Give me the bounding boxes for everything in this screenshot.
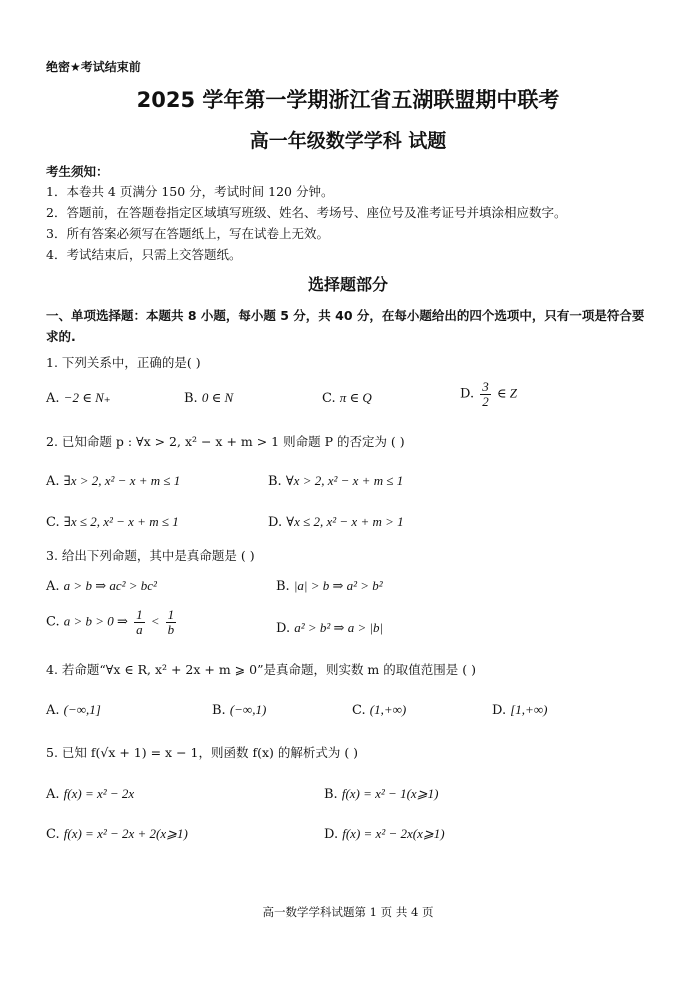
- option-text: a > b ⇒ ac² > bc²: [63, 578, 157, 593]
- fraction: [134, 608, 145, 636]
- q5-option-b: [324, 786, 438, 802]
- q2-option-b: [268, 473, 403, 489]
- option-text: a² > b² ⇒ a > |b|: [294, 620, 384, 635]
- option-text: ∈ Z: [496, 385, 517, 401]
- notice-item: 3．所有答案必须写在答题纸上，写在试卷上无效。: [46, 226, 329, 241]
- option-text: ∃x ≤ 2, x² − x + m ≤ 1: [63, 514, 179, 529]
- q1-option-b: [184, 390, 233, 406]
- denominator: b: [167, 621, 175, 637]
- denominator: a: [136, 621, 143, 637]
- option-text: (−∞,1]: [63, 702, 101, 717]
- option-text: <: [150, 613, 160, 629]
- option-text: [1,+∞): [510, 702, 548, 717]
- option-label: A.: [46, 474, 60, 489]
- option-label: B.: [324, 787, 338, 802]
- numerator: 3: [482, 379, 489, 394]
- option-text: (1,+∞): [369, 702, 407, 717]
- option-label: A.: [46, 787, 60, 802]
- notice-item: 1．本卷共 4 页满分 150 分，考试时间 120 分钟。: [46, 184, 334, 199]
- option-text: f(x) = x² − 2x(x⩾1): [342, 826, 445, 841]
- confidential-label: 绝密★考试结束前: [46, 60, 141, 74]
- option-label: A.: [46, 579, 60, 594]
- option-label: D.: [268, 515, 283, 530]
- q3-option-b: [276, 578, 383, 594]
- q3-option-c: [46, 608, 178, 636]
- section-title: 选择题部分: [307, 275, 388, 294]
- question-3-stem: 3. 给出下列命题，其中是真命题是 ( ): [46, 548, 255, 563]
- option-text: 0 ∈ N: [201, 390, 234, 405]
- question-4-stem: 4. 若命题“∀x ∈ R, x² + 2x + m ⩾ 0”是真命题，则实数 m 的取值范围是 ( ): [46, 662, 476, 677]
- q3-option-a: [46, 578, 157, 594]
- notice-item: 2．答题前，在答题卷指定区域填写班级、姓名、考场号、座位号及准考证号并填涂相应数字。: [46, 205, 567, 220]
- option-label: C.: [46, 614, 60, 630]
- option-text: a > b > 0 ⇒: [63, 613, 128, 629]
- denominator: 2: [482, 393, 489, 409]
- option-label: A.: [46, 703, 60, 718]
- option-label: C.: [322, 391, 336, 406]
- page-footer: 高一数学学科试题第 1 页 共 4 页: [262, 905, 434, 919]
- numerator: 1: [136, 607, 143, 622]
- option-label: B.: [268, 474, 282, 489]
- exam-subtitle: 高一年级数学学科 试题: [249, 130, 447, 152]
- option-label: D.: [276, 621, 291, 636]
- q5-option-a: [46, 786, 134, 802]
- fraction: [480, 380, 491, 408]
- q5-option-c: [46, 826, 188, 842]
- question-2-stem: 2. 已知命题 p : ∀x > 2, x² − x + m > 1 则命题 P 的否定为 ( ): [46, 434, 405, 449]
- q3-option-d: [276, 620, 383, 636]
- option-text: π ∈ Q: [339, 390, 372, 405]
- option-text: f(x) = x² − 2x: [63, 786, 135, 801]
- option-text: f(x) = x² − 1(x⩾1): [341, 786, 439, 801]
- q4-option-d: [492, 702, 547, 718]
- q2-option-a: [46, 473, 180, 489]
- question-5-stem: 5. 已知 f(√x + 1) = x − 1，则函数 f(x) 的解析式为 ( ): [46, 745, 359, 760]
- option-label: D.: [324, 827, 339, 842]
- option-text: |a| > b ⇒ a² > b²: [293, 578, 383, 593]
- q5-option-d: [324, 826, 445, 842]
- option-label: C.: [46, 827, 60, 842]
- option-label: B.: [276, 579, 290, 594]
- part-heading: 一、单项选择题：本题共 8 小题，每小题 5 分，共 40 分，在每小题给出的四个选项中，只有一项是符合要求的.: [46, 308, 645, 344]
- q1-option-c: [322, 390, 372, 406]
- option-label: C.: [46, 515, 60, 530]
- option-label: D.: [460, 386, 475, 402]
- notice-heading: 考生须知：: [46, 164, 109, 179]
- option-label: A.: [46, 391, 60, 406]
- numerator: 1: [167, 607, 175, 622]
- option-label: B.: [212, 703, 226, 718]
- option-label: D.: [492, 703, 507, 718]
- question-1-stem: 1. 下列关系中，正确的是( ): [46, 355, 201, 370]
- q1-option-d: [460, 380, 517, 408]
- option-text: ∀x > 2, x² − x + m ≤ 1: [285, 473, 404, 488]
- q1-option-a: [46, 390, 111, 406]
- exam-title: 2025 学年第一学期浙江省五湖联盟期中联考: [136, 88, 560, 112]
- q4-option-b: [212, 702, 266, 718]
- option-text: ∃x > 2, x² − x + m ≤ 1: [63, 473, 181, 488]
- option-text: −2 ∈ N₊: [63, 390, 111, 405]
- q4-option-a: [46, 702, 101, 718]
- option-label: C.: [352, 703, 366, 718]
- q2-option-d: [268, 514, 404, 530]
- option-text: ∀x ≤ 2, x² − x + m > 1: [286, 514, 404, 529]
- q2-option-c: [46, 514, 179, 530]
- q4-option-c: [352, 702, 406, 718]
- fraction: [166, 608, 177, 636]
- option-text: f(x) = x² − 2x + 2(x⩾1): [63, 826, 188, 841]
- option-text: (−∞,1): [229, 702, 267, 717]
- option-label: B.: [184, 391, 198, 406]
- notice-item: 4．考试结束后，只需上交答题纸。: [46, 247, 242, 262]
